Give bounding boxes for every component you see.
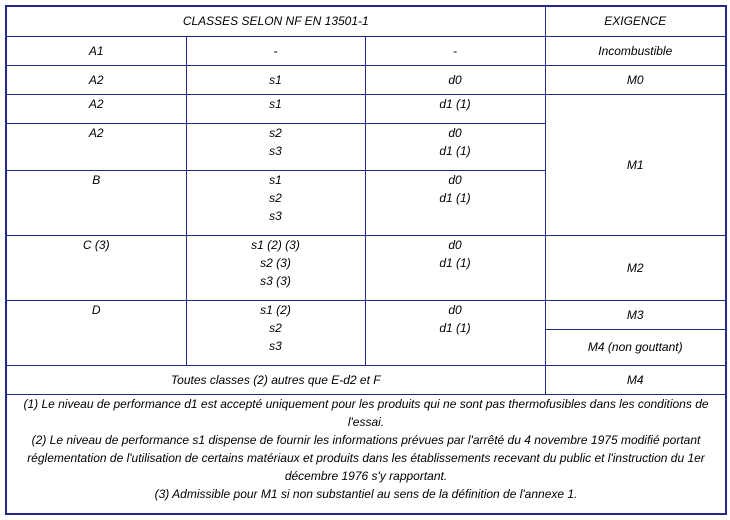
table-row — [6, 94, 726, 123]
exigence-cell-m1: M1 — [545, 94, 726, 235]
smoke-value: s1 (2) — [260, 302, 291, 317]
notes-row — [6, 394, 726, 514]
header-exigence: EXIGENCE — [545, 6, 726, 36]
droplet-cell — [365, 300, 545, 365]
droplet-cell — [365, 235, 545, 300]
table-row — [6, 65, 726, 94]
exigence-cell: M4 — [545, 365, 726, 394]
exigence-cell: M3 — [545, 300, 726, 329]
footnote: (2) Le niveau de performance s1 dispense de fournir les informations prévues par l'arrêté du 4 novembre 1975 modifié portant réglementation de l'utilisation de certains matériaux et produits dans les établissements recevant du public et l'instruction du 1er décembre 1976 s'y rapportant. — [27, 432, 705, 483]
smoke-cell: - — [186, 36, 365, 65]
smoke-value: s3 (3) — [260, 273, 291, 288]
smoke-value: s2 — [269, 320, 282, 335]
droplet-value: d1 (1) — [439, 190, 471, 205]
other-classes-cell: Toutes classes (2) autres que E-d2 et F — [6, 365, 545, 394]
smoke-value: s3 — [269, 208, 282, 223]
smoke-cell — [186, 123, 365, 170]
table-row — [6, 36, 726, 65]
class-cell: A2 — [6, 94, 186, 123]
smoke-value: s2 — [269, 190, 282, 205]
smoke-cell: s1 — [186, 94, 365, 123]
class-cell: A1 — [6, 36, 186, 65]
exigence-cell: Incombustible — [545, 36, 726, 65]
droplet-cell: - — [365, 36, 545, 65]
droplet-value: d0 — [448, 172, 462, 187]
footnote: (1) Le niveau de performance d1 est accepté uniquement pour les produits qui ne sont pas thermofusibles dans les conditions de l'essai. — [23, 396, 709, 429]
smoke-value: s2 — [269, 125, 282, 140]
droplet-value: d0 — [448, 302, 462, 317]
header-classes: CLASSES SELON NF EN 13501-1 — [6, 6, 545, 36]
droplet-cell: d1 (1) — [365, 94, 545, 123]
table-row — [6, 300, 726, 329]
class-cell: C (3) — [6, 235, 186, 300]
droplet-value: d1 (1) — [439, 255, 471, 270]
smoke-value: s3 — [269, 338, 282, 353]
droplet-cell — [365, 170, 545, 235]
smoke-cell: s1 — [186, 65, 365, 94]
droplet-cell: d0 — [365, 65, 545, 94]
droplet-value: d0 — [448, 125, 462, 140]
droplet-value: d0 — [448, 237, 462, 252]
smoke-cell — [186, 235, 365, 300]
footnote: (3) Admissible pour M1 si non substantiel au sens de la définition de l'annexe 1. — [154, 486, 578, 501]
table-row — [6, 235, 726, 300]
exigence-cell: M0 — [545, 65, 726, 94]
class-cell: B — [6, 170, 186, 235]
table-row — [6, 365, 726, 394]
droplet-value: d1 (1) — [439, 320, 471, 335]
smoke-value: s3 — [269, 143, 282, 158]
fire-classification-table — [5, 5, 727, 515]
smoke-cell — [186, 170, 365, 235]
smoke-value: s1 (2) (3) — [251, 237, 300, 252]
smoke-cell — [186, 300, 365, 365]
class-cell: A2 — [6, 123, 186, 170]
class-cell: A2 — [6, 65, 186, 94]
class-cell: D — [6, 300, 186, 365]
exigence-cell: M2 — [545, 235, 726, 300]
exigence-cell: M4 (non gouttant) — [545, 329, 726, 365]
header-row — [6, 6, 726, 36]
smoke-value: s2 (3) — [260, 255, 291, 270]
droplet-value: d1 (1) — [439, 143, 471, 158]
footnotes-cell — [6, 394, 726, 514]
smoke-value: s1 — [269, 172, 282, 187]
droplet-cell — [365, 123, 545, 170]
